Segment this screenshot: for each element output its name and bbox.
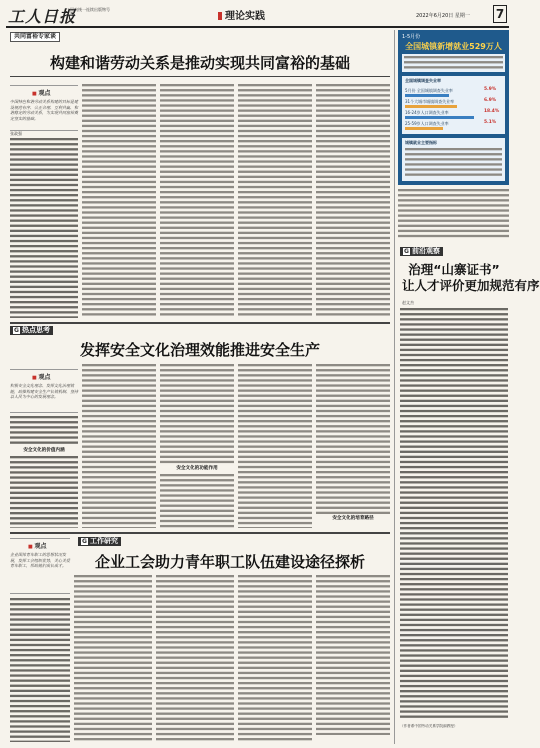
body-text: [10, 138, 78, 318]
section-title: 理论实践: [218, 7, 265, 22]
metric-label: 16-24岁人口调查失业率: [405, 110, 449, 115]
body-text: [160, 474, 234, 528]
metric-label: 25-59岁人口调查失业率: [405, 121, 449, 126]
panel-label: 全国城镇调查失业率: [405, 78, 441, 83]
column-tag-1: 共同富裕专家谈: [10, 32, 60, 42]
body-text: [398, 189, 509, 239]
employment-infographic: [398, 30, 509, 185]
metric-label: 5月份 全国城镇调查失业率: [405, 88, 453, 93]
viewpoint-label: ■ 观点: [32, 88, 78, 97]
masthead: [6, 4, 509, 28]
indicators-panel: [402, 138, 505, 181]
body-text: [160, 364, 234, 464]
body-text: [82, 364, 156, 528]
divider: [10, 532, 390, 534]
body-text: [156, 575, 234, 742]
viewpoint-label: ■ 观点: [32, 372, 78, 381]
metric-value: 18.4%: [484, 109, 500, 114]
body-text: [160, 84, 234, 318]
viewpoint-label: ■ 观点: [28, 541, 70, 550]
article-3-title: 企业工会助力青年职工队伍建设途径探析: [94, 553, 365, 571]
metric-bar: [405, 116, 474, 119]
byline: 张政强: [10, 131, 22, 136]
tag-icon: G: [14, 327, 19, 334]
article-2-title: 发挥安全文化治理效能推进安全生产: [79, 341, 320, 359]
body-text: [316, 575, 390, 735]
body-text: [238, 84, 312, 318]
body-text: [10, 416, 78, 446]
right-article-title: 治理“山寨证书” 让人才评价更加规范有序: [402, 262, 540, 293]
author-note: （作者系中国劳动关系学院副教授）: [400, 724, 458, 728]
body-text: [10, 598, 70, 742]
newspaper-logo: 工人日报: [8, 7, 77, 26]
body-text: [82, 84, 156, 318]
viewpoint-text: 积极安全文化理念、发挥文化治理效能，助推构建安全生产长效机制、坚持以人民为中心的发展理念。: [10, 383, 78, 399]
viewpoint-box-1: [10, 85, 78, 131]
body-text: [316, 364, 390, 514]
metric-bar: [405, 105, 457, 108]
unemployment-panel: [402, 76, 505, 134]
body-text: [10, 456, 78, 528]
viewpoint-box-3: [10, 538, 70, 594]
metric-value: 5.1%: [484, 120, 497, 125]
masthead-sub: 国内统一连续出版物号: [70, 7, 110, 12]
column-tag-right: G 前沿观察: [400, 247, 443, 256]
tag-icon: G: [404, 248, 409, 255]
body-text: [238, 364, 312, 528]
metric-bar: [405, 94, 449, 97]
subheading: 安全文化的培育路径: [316, 516, 390, 522]
article-1-title: 构建和谐劳动关系是推动实现共同富裕的基础: [49, 54, 350, 72]
body-text: [316, 84, 390, 318]
viewpoint-box-2: [10, 369, 78, 413]
metric-value: 5.9%: [484, 87, 497, 92]
metric-label: 31个大城市城镇调查失业率: [405, 99, 455, 104]
infographic-head: 1-5月份: [402, 34, 421, 40]
subheading: 安全文化的价值内涵: [10, 448, 78, 454]
divider: [10, 76, 390, 77]
viewpoint-text: 中国特色和谐劳动关系构建的目标是建设规范有序、公正合理、互利共赢、和谐稳定的劳动关系，为实现共同富裕奠定坚实的基础。: [10, 99, 78, 121]
subheading: 安全文化的功能作用: [160, 466, 234, 472]
infographic-title: 全国城镇新增就业529万人: [405, 42, 502, 51]
panel-label: 城镇就业主要指标: [405, 140, 437, 145]
column-tag-3: G 工作研究: [78, 537, 121, 546]
body-text: [74, 575, 152, 742]
page-number: 7: [493, 5, 507, 23]
divider: [10, 322, 390, 324]
viewpoint-text: 企业团体青年职工的思想状况发展，发挥工会组织优势，关心关爱青年职工，帮助他们成长成才。: [10, 552, 70, 568]
metric-bar: [405, 127, 443, 130]
issue-date: 2022年6月20日 星期一: [416, 13, 470, 19]
column-separator: [394, 30, 395, 744]
byline: 赵文杰: [402, 300, 414, 305]
tag-icon: G: [82, 538, 87, 545]
infographic-intro: [402, 54, 505, 72]
column-tag-2: G 热点思考: [10, 326, 53, 335]
body-text: [400, 308, 508, 718]
body-text: [238, 575, 312, 742]
metric-value: 6.9%: [484, 98, 497, 103]
